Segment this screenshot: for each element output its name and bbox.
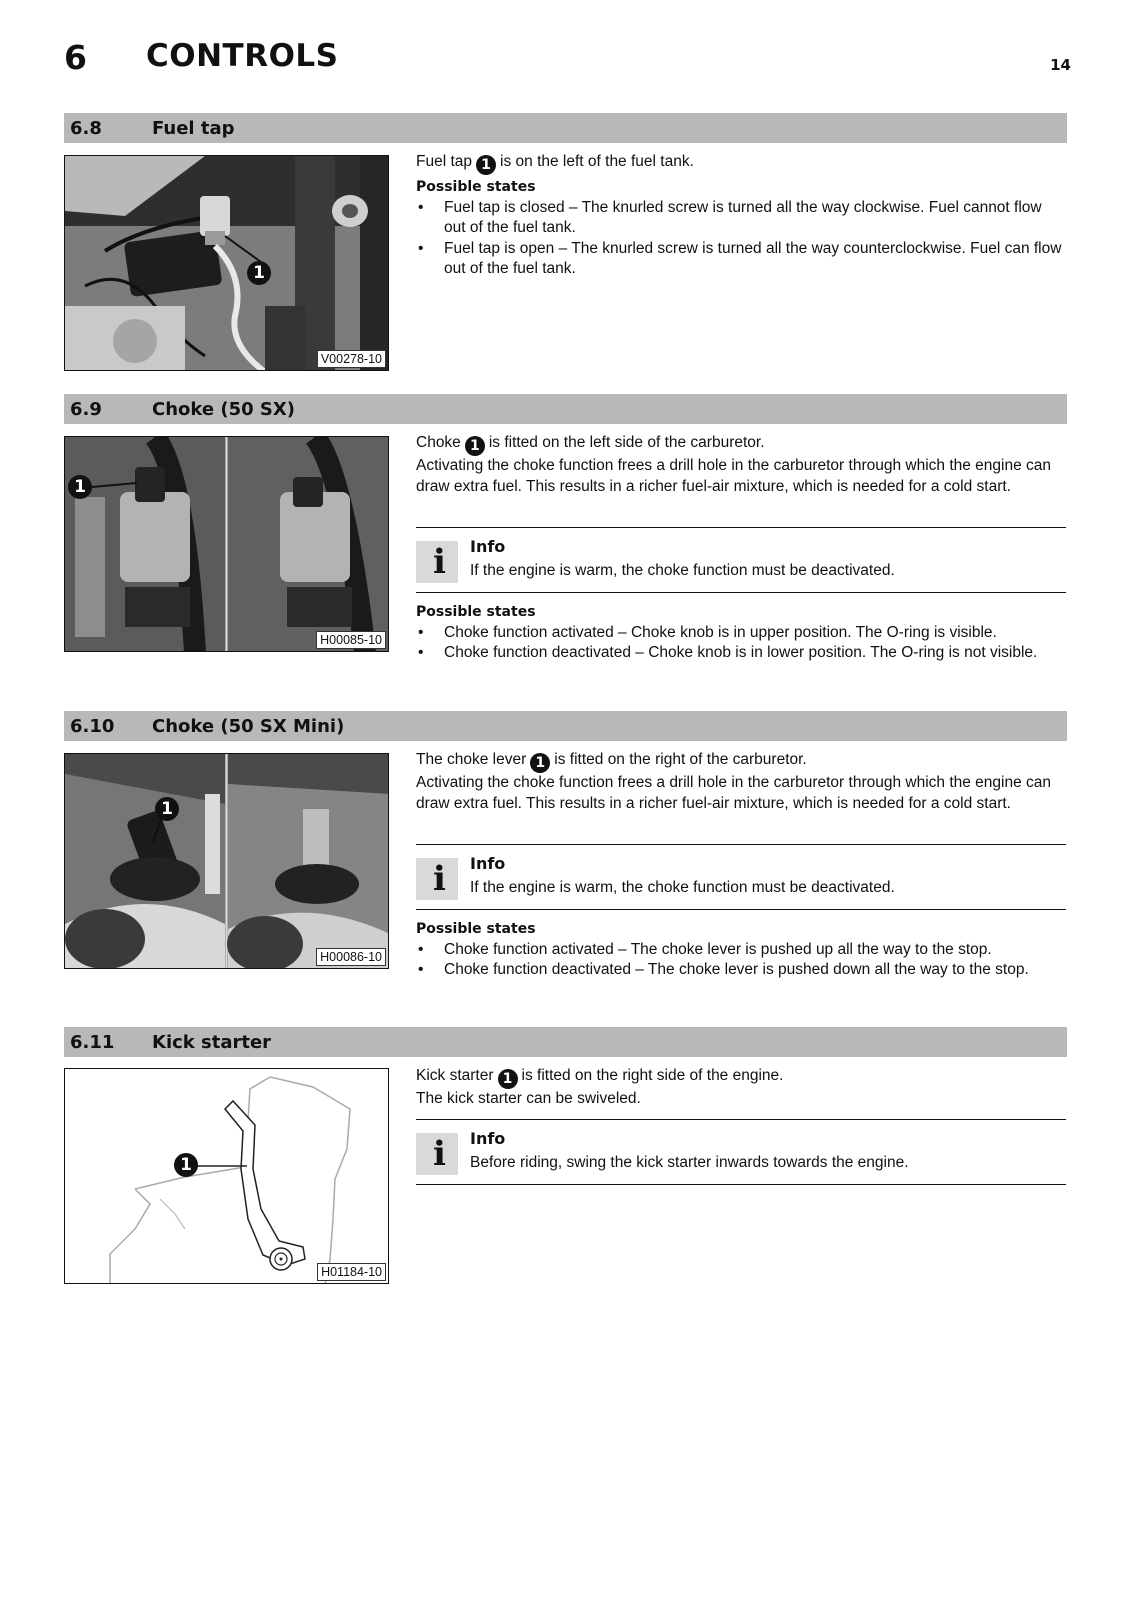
section-title: Choke (50 SX Mini) [152, 716, 345, 737]
list-item: • Choke function activated – Choke knob is in upper position. The O-ring is visible. [416, 623, 1066, 644]
callout-marker: 1 [247, 261, 271, 285]
intro-text-after: is fitted on the right side of the engine. [521, 1067, 784, 1084]
section-number: 6.8 [70, 118, 102, 139]
fuel-tap-text [416, 152, 1066, 280]
info-title: Info [470, 854, 506, 873]
choke-50sx-mini-text [416, 750, 1066, 814]
section-header-choke-50sx-mini [64, 711, 1067, 741]
body-text: The kick starter can be swiveled. [416, 1090, 641, 1107]
chapter-title: CONTROLS [146, 38, 339, 74]
body-text: Activating the choke function frees a drill hole in the carburetor through which the engine can draw extra fuel. This results in a richer fuel-air mixture, which is needed for a cold start. [416, 457, 1052, 495]
states-heading: Possible states [416, 604, 536, 620]
intro-text-after: is on the left of the fuel tank. [500, 153, 694, 170]
info-box [416, 1119, 1066, 1185]
list-item: • Choke function activated – The choke lever is pushed up all the way to the stop. [416, 940, 1066, 961]
inline-callout: 1 [476, 155, 496, 175]
body-text: Activating the choke function frees a drill hole in the carburetor through which the engine can draw extra fuel. This results in a richer fuel-air mixture, which is needed for a cold start. [416, 774, 1052, 812]
section-number: 6.10 [70, 716, 115, 737]
states-heading: Possible states [416, 179, 536, 195]
figure-code: V00278-10 [317, 350, 386, 368]
kick-starter-text [416, 1066, 1066, 1110]
figure-code: H00086-10 [316, 948, 386, 966]
info-text: If the engine is warm, the choke function must be deactivated. [470, 562, 895, 579]
section-number: 6.11 [70, 1032, 115, 1053]
choke-50sx-mini-illustration [65, 754, 389, 969]
states-list [416, 198, 1066, 280]
inline-callout: 1 [465, 436, 485, 456]
info-icon: i [416, 1133, 458, 1175]
intro-text-after: is fitted on the left side of the carburetor. [488, 434, 765, 451]
section-header-choke-50sx [64, 394, 1067, 424]
intro-line [416, 433, 1066, 456]
callout-marker: 1 [155, 797, 179, 821]
list-item: • Fuel tap is closed – The knurled screw is turned all the way clockwise. Fuel cannot flow out of the fuel tank. [416, 198, 1066, 239]
section-title: Kick starter [152, 1032, 272, 1053]
section-title: Fuel tap [152, 118, 235, 139]
page-number: 14 [1050, 56, 1071, 74]
choke-50sx-mini-states [416, 917, 1066, 981]
figure-code: H01184-10 [317, 1263, 386, 1281]
states-heading: Possible states [416, 921, 536, 937]
info-box [416, 527, 1066, 593]
choke-50sx-photo [64, 436, 389, 652]
section-number: 6.9 [70, 399, 102, 420]
states-list [416, 940, 1066, 981]
info-box [416, 844, 1066, 910]
intro-text-before: Kick starter [416, 1067, 494, 1084]
intro-text-after: is fitted on the right of the carburetor. [554, 751, 807, 768]
callout-marker: 1 [68, 475, 92, 499]
info-text: Before riding, swing the kick starter inwards towards the engine. [470, 1154, 909, 1171]
list-item: • Choke function deactivated – The choke lever is pushed down all the way to the stop. [416, 960, 1066, 981]
inline-callout: 1 [530, 753, 550, 773]
choke-50sx-states [416, 600, 1066, 664]
fuel-tap-photo [64, 155, 389, 371]
choke-50sx-mini-photo [64, 753, 389, 969]
intro-text-before: The choke lever [416, 751, 527, 768]
choke-50sx-text [416, 433, 1066, 497]
info-text: If the engine is warm, the choke function must be deactivated. [470, 879, 895, 896]
fuel-tap-illustration [65, 156, 389, 371]
list-item: • Fuel tap is open – The knurled screw is turned all the way counterclockwise. Fuel can flow out of the fuel tank. [416, 239, 1066, 280]
figure-code: H00085-10 [316, 631, 386, 649]
info-icon: i [416, 541, 458, 583]
section-title: Choke (50 SX) [152, 399, 295, 420]
info-title: Info [470, 537, 506, 556]
states-list [416, 623, 1066, 664]
inline-callout: 1 [498, 1069, 518, 1089]
choke-50sx-illustration [65, 437, 389, 652]
kick-starter-drawing [64, 1068, 389, 1284]
info-icon: i [416, 858, 458, 900]
intro-line [416, 1066, 1066, 1089]
section-header-fuel-tap [64, 113, 1067, 143]
list-item: • Choke function deactivated – Choke knob is in lower position. The O-ring is not visible. [416, 643, 1066, 664]
intro-line [416, 750, 1066, 773]
intro-text-before: Choke [416, 434, 461, 451]
info-title: Info [470, 1129, 506, 1148]
callout-marker: 1 [174, 1153, 198, 1177]
chapter-number: 6 [64, 38, 88, 77]
kick-starter-illustration [65, 1069, 389, 1284]
intro-text-before: Fuel tap [416, 153, 473, 170]
intro-line [416, 152, 1066, 175]
section-header-kick-starter [64, 1027, 1067, 1057]
